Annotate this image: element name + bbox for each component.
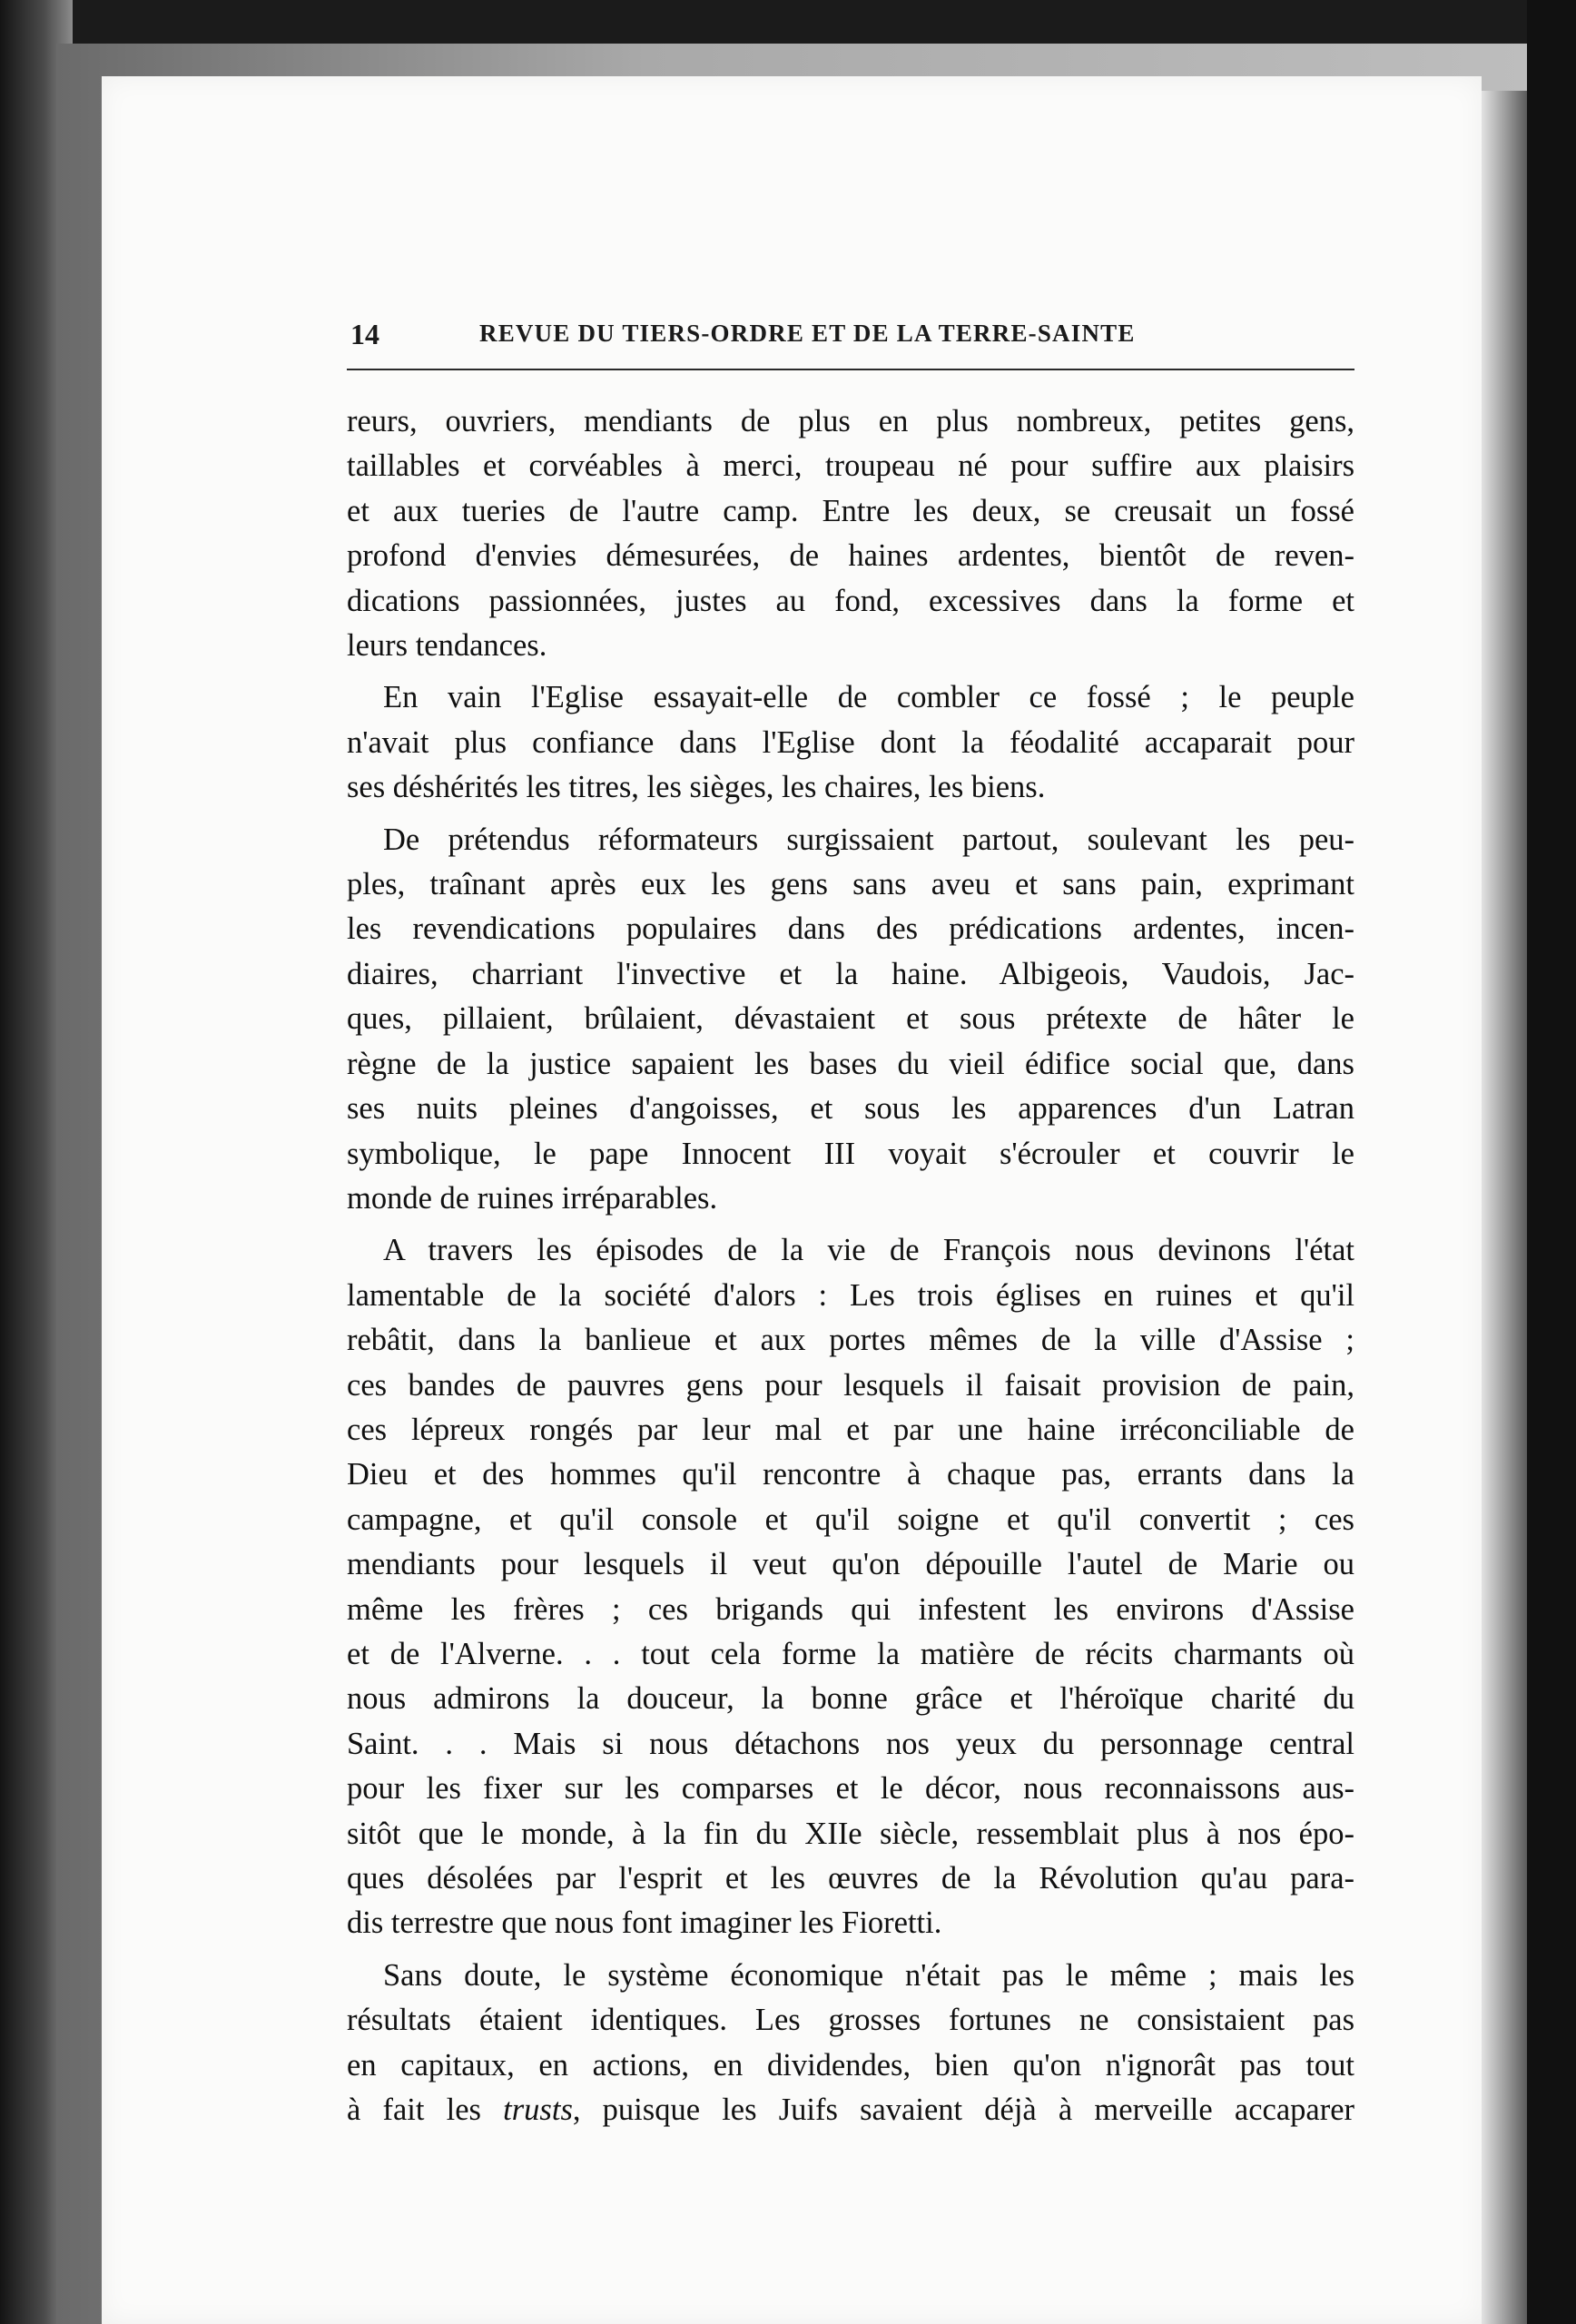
text-line: ses nuits pleines d'angoisses, et sous les apparences d'un Latran — [347, 1091, 1354, 1127]
paragraph-2 — [347, 675, 1354, 810]
text-line: nous admirons la douceur, la bonne grâce et l'héroïque charité du — [347, 1681, 1354, 1717]
page-edge-right — [1482, 91, 1527, 2324]
text-line: Sans doute, le système économique n'était pas le même ; mais les — [383, 1957, 1354, 1993]
text-line: pour les fixer sur les comparses et le décor, nous reconnaissons aus- — [347, 1771, 1354, 1807]
text-line: Dieu et des hommes qu'il rencontre à chaque pas, errants dans la — [347, 1457, 1354, 1492]
running-title: REVUE DU TIERS-ORDRE ET DE LA TERRE-SAINTE — [479, 320, 1136, 347]
text-line: même les frères ; ces brigands qui infestent les environs d'Assise — [347, 1591, 1354, 1627]
italic-term: trusts — [503, 2093, 573, 2128]
text-line: ques, pillaient, brûlaient, dévastaient et sous prétexte de hâter le — [347, 1001, 1354, 1037]
text-line: taillables et corvéables à merci, troupeau né pour suffire aux plaisirs — [347, 448, 1354, 484]
scan-border-right — [1527, 0, 1576, 2324]
text-line: en capitaux, en actions, en dividendes, bien qu'on n'ignorât pas tout — [347, 2047, 1354, 2083]
text-line: monde de ruines irréparables. — [347, 1180, 718, 1216]
text-line: dis terrestre que nous font imaginer les Fioretti. — [347, 1905, 942, 1941]
text-line: profond d'envies démesurées, de haines ardentes, bientôt de reven- — [347, 538, 1354, 574]
text-line: ples, traînant après eux les gens sans aveu et sans pain, exprimant — [347, 867, 1354, 902]
page-number: 14 — [350, 318, 379, 350]
paragraph-1 — [347, 399, 1354, 668]
text-line: De prétendus réformateurs surgissaient partout, soulevant les peu- — [383, 822, 1354, 857]
text-line: reurs, ouvriers, mendiants de plus en plus nombreux, petites gens, — [347, 404, 1354, 438]
text-line: rebâtit, dans la banlieue et aux portes mêmes de la ville d'Assise ; — [347, 1323, 1354, 1358]
text-run: , puisque les Juifs savaient déjà à merveille accaparer — [572, 2093, 1354, 2128]
text-line: et aux tueries de l'autre camp. Entre les deux, se creusait un fossé — [347, 493, 1354, 528]
paragraph-4 — [347, 1228, 1354, 1946]
text-line: résultats étaient identiques. Les grosses fortunes ne consistaient pas — [347, 2003, 1354, 2038]
text-line: dications passionnées, justes au fond, excessives dans la forme et — [347, 583, 1354, 618]
body-text — [347, 399, 1354, 2132]
paragraph-5 — [347, 1954, 1354, 2133]
text-run: à fait les — [347, 2093, 504, 2128]
running-header — [243, 318, 1353, 372]
text-line: ques désolées par l'esprit et les œuvres de la Révolution qu'au para- — [347, 1861, 1354, 1896]
text-line: les revendications populaires dans des prédications ardentes, incen- — [347, 911, 1354, 947]
text-line: règne de la justice sapaient les bases du vieil édifice social que, dans — [347, 1046, 1354, 1081]
text-line: sitôt que le monde, à la fin du XIIe siècle, ressemblait plus à nos épo- — [347, 1816, 1354, 1851]
text-line: mendiants pour lesquels il veut qu'on dépouille l'autel de Marie ou — [347, 1547, 1354, 1582]
text-line: campagne, et qu'il console et qu'il soigne et qu'il convertit ; ces — [347, 1502, 1354, 1537]
header-rule — [347, 369, 1354, 370]
text-line: et de l'Alverne. . . tout cela forme la matière de récits charmants où — [347, 1636, 1354, 1671]
text-line: symbolique, le pape Innocent III voyait s'écrouler et couvrir le — [347, 1136, 1354, 1171]
text-line: En vain l'Eglise essayait-elle de combler ce fossé ; le peuple — [383, 680, 1354, 715]
text-line — [347, 2088, 1354, 2132]
text-line: ses déshérités les titres, les sièges, les chaires, les biens. — [347, 770, 1046, 805]
text-line: ces bandes de pauvres gens pour lesquels il faisait provision de pain, — [347, 1367, 1354, 1403]
text-line: diaires, charriant l'invective et la haine. Albigeois, Vaudois, Jac- — [347, 956, 1354, 991]
text-line: A travers les épisodes de la vie de François nous devinons l'état — [383, 1233, 1354, 1268]
text-line: lamentable de la société d'alors : Les trois églises en ruines et qu'il — [347, 1277, 1354, 1313]
text-line: ces lépreux rongés par leur mal et par une haine irréconciliable de — [347, 1412, 1354, 1447]
paragraph-3 — [347, 818, 1354, 1222]
text-line: n'avait plus confiance dans l'Eglise dont la féodalité accaparait pour — [347, 724, 1354, 760]
text-line: leurs tendances. — [347, 628, 547, 664]
text-line: Saint. . . Mais si nous détachons nos yeux du personnage central — [347, 1726, 1354, 1761]
